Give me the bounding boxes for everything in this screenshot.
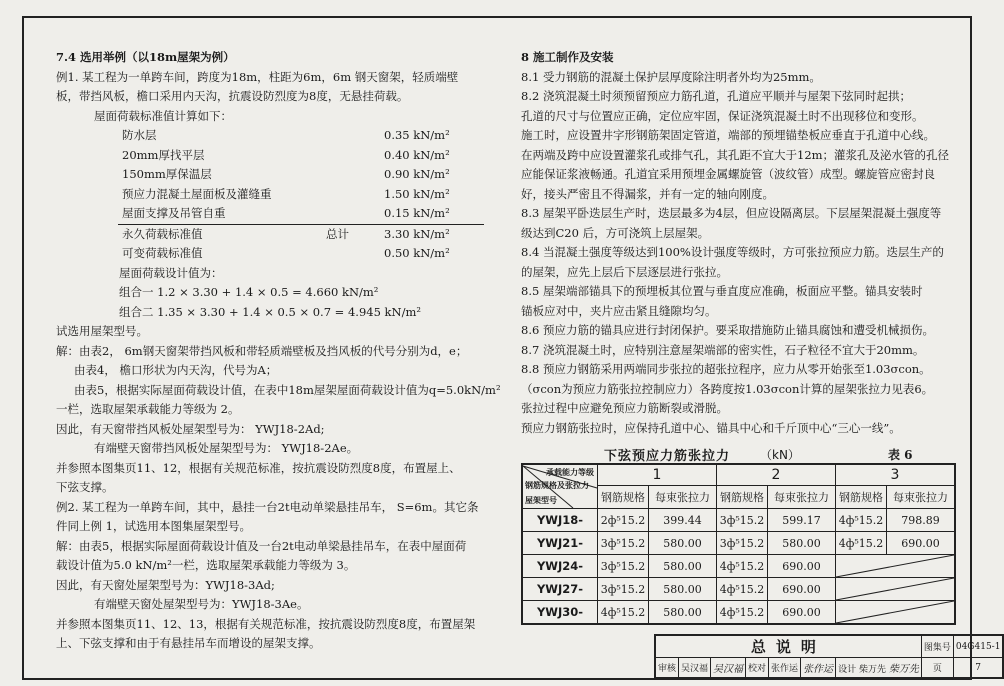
section-heading-8: 8 施工制作及安装 bbox=[521, 50, 614, 64]
spec-cell: 3ф⁵15.2 bbox=[598, 532, 649, 555]
construction-line: 孔道的尺寸与位置应正确，定位应牢固，保证浇筑混凝土时不出现移位和变形。 bbox=[521, 108, 924, 123]
table-row bbox=[522, 555, 955, 578]
solution1-line: 有端壁天窗带挡风板处屋架型号为： YWJ18-2Ae。 bbox=[94, 441, 359, 455]
corner-label-grade: 承载能力等级 bbox=[546, 467, 594, 477]
force-cell: 599.17 bbox=[768, 509, 836, 532]
force-cell: 690.00 bbox=[768, 601, 836, 625]
subheader-spec: 钢筋规格 bbox=[836, 486, 887, 509]
load-row: 150mm厚保温层 0.90 kN/m² bbox=[122, 167, 450, 181]
combination-2: 组合二 1.35 × 3.30 + 1.4 × 0.5 × 0.7 = 4.945 kN/m² bbox=[119, 304, 421, 319]
page-number: 7 bbox=[953, 658, 1003, 679]
spec-cell: 4ф⁵15.2 bbox=[717, 578, 768, 601]
example2-line: 上、下弦支撑和由于有悬挂吊车而增设的屋架支撑。 bbox=[56, 636, 321, 650]
spec-cell: 4ф⁵15.2 bbox=[717, 555, 768, 578]
right-column bbox=[521, 48, 950, 438]
check-label: 校对 bbox=[746, 658, 769, 679]
spec-cell: 4ф⁵15.2 bbox=[836, 532, 887, 555]
table6-unit: （kN） bbox=[760, 448, 800, 462]
load-table bbox=[118, 126, 484, 264]
example2-line: 有端壁天窗处屋架型号为：YWJ18-3Ae。 bbox=[94, 597, 309, 611]
example1-line: 例1. 某工程为一单跨车间，跨度为18m，柱距为6m，6m 钢天窗架，轻质端壁 bbox=[56, 69, 459, 84]
atlas-number: 04G415-1 bbox=[953, 635, 1003, 658]
force-cell: 580.00 bbox=[649, 532, 717, 555]
construction-line: 8.6 预应力筋的锚具应进行封闭保护。要采取措施防止锚具腐蚀和遭受机械损伤。 bbox=[521, 323, 934, 337]
construction-line: 施工时，应设置井字形钢筋架固定管道，端部的预埋锚垫板应垂直于孔道中心线。 bbox=[521, 128, 935, 142]
model-cell: YWJ21- bbox=[522, 532, 598, 555]
construction-line: 好，接头严密且不得漏浆，并有一定的轴向刚度。 bbox=[521, 186, 774, 201]
spec-cell: 3ф⁵15.2 bbox=[598, 555, 649, 578]
example2-line: 件同上例 1，试选用本图集屋架型号。 bbox=[56, 519, 251, 533]
example1-line: 板，带挡风板，檐口采用内天沟，抗震设防烈度为8度，无悬挂荷载。 bbox=[56, 89, 409, 103]
construction-line: 张拉过程中应避免预应力筋断裂或滑脱。 bbox=[521, 401, 728, 415]
construction-line: （σcon为预应力筋张拉控制应力）各跨度按1.03σcon计算的屋架张拉力见表6。 bbox=[521, 381, 934, 396]
construction-line: 8.4 当混凝土强度等级达到100%设计强度等级时，方可张拉预应力筋。迭层生产的 bbox=[521, 245, 944, 259]
construction-line: 8.2 浇筑混凝土时须预留预应力筋孔道，孔道应平顺并与屋架下弦同时起拱； bbox=[521, 89, 911, 103]
spec-cell: 3ф⁵15.2 bbox=[717, 532, 768, 555]
load-row: 防水层 0.35 kN/m² bbox=[122, 128, 450, 142]
empty-cell bbox=[836, 601, 956, 625]
construction-line: 级达到C20 后，方可浇筑上层屋架。 bbox=[521, 225, 710, 240]
force-cell: 399.44 bbox=[649, 509, 717, 532]
load-row: 可变荷载标准值 0.50 kN/m² bbox=[122, 246, 450, 260]
designer-name: 柴万先 bbox=[858, 665, 886, 675]
subheader-force: 每束张拉力 bbox=[649, 486, 717, 509]
grade-header: 1 bbox=[598, 464, 717, 486]
left-column bbox=[56, 48, 501, 654]
load-total-row: 永久荷载标准值 总计 3.30 kN/m² bbox=[122, 226, 450, 241]
model-cell: YWJ18- bbox=[522, 509, 598, 532]
table-row bbox=[522, 532, 955, 555]
title-block bbox=[654, 634, 1004, 679]
try-line: 试选用屋架型号。 bbox=[56, 324, 148, 338]
subheader-force: 每束张拉力 bbox=[768, 486, 836, 509]
construction-line: 8.3 屋架平卧迭层生产时，迭层最多为4层，但应设隔离层。下层屋架混凝土强度等 bbox=[521, 206, 942, 220]
construction-line: 8.7 浇筑混凝土时，应特别注意屋架端部的密实性，石子粒径不宜大于20mm。 bbox=[521, 342, 925, 357]
grade-header: 3 bbox=[836, 464, 956, 486]
table-row bbox=[522, 578, 955, 601]
model-cell: YWJ24- bbox=[522, 555, 598, 578]
atlas-label: 图集号 bbox=[921, 635, 953, 658]
tension-table bbox=[521, 463, 956, 625]
construction-line: 8.5 屋架端部锚具下的预埋板其位置与垂直度应准确，板面应平整。锚具安装时 bbox=[521, 284, 923, 298]
table-row bbox=[522, 509, 955, 532]
force-cell: 580.00 bbox=[768, 532, 836, 555]
solution1-line: 因此，有天窗带挡风板处屋架型号为： YWJ18-2Ad; bbox=[56, 421, 325, 436]
reviewer-name: 吴汉福 bbox=[679, 658, 711, 679]
model-cell: YWJ30- bbox=[522, 601, 598, 625]
designer-signature: 柴万先 bbox=[888, 664, 919, 675]
table6-number: 表 6 bbox=[888, 448, 913, 462]
grade-header: 2 bbox=[717, 464, 836, 486]
sheet-title: 总说明 bbox=[655, 635, 921, 658]
force-cell: 690.00 bbox=[768, 578, 836, 601]
construction-line: 的屋架，应先上层后下层逐层进行张拉。 bbox=[521, 264, 728, 279]
example2-line: 解：由表5，根据实际屋面荷载设计值及一台2t电动单梁悬挂吊车，在表中屋面荷 bbox=[56, 538, 467, 553]
construction-line: 8.1 受力钢筋的混凝土保护层厚度除注明者外均为25mm。 bbox=[521, 69, 821, 84]
corner-label-spec: 钢筋规格及张拉力 bbox=[525, 480, 589, 490]
checker-signature: 张作运 bbox=[801, 658, 836, 679]
force-cell: 690.00 bbox=[768, 555, 836, 578]
construction-line: 预应力钢筋张拉时，应保持孔道中心、锚具中心和千斤顶中心“三心一线”。 bbox=[521, 420, 901, 435]
table6-title: 下弦预应力筋张拉力 bbox=[604, 449, 731, 464]
example2-line: 并参照本图集页11、12、13，根据有关规范标准，按抗震设防烈度8度，布置屋架 bbox=[56, 616, 476, 631]
design-label: 设计 bbox=[838, 665, 857, 675]
solution1-line: 下弦支撑。 bbox=[56, 480, 114, 494]
solution1-line: 由表4， 檐口形状为内天沟，代号为A； bbox=[74, 363, 278, 377]
section-heading-7-4: 7.4 选用举例（以18m屋架为例） bbox=[56, 50, 235, 64]
solution1-line: 由表5，根据实际屋面荷载设计值，在表中18m屋架屋面荷载设计值为q=5.0kN/m² bbox=[74, 382, 501, 397]
example2-line: 载设计值为5.0 kN/m²一栏，选取屋架承载能力等级为 3。 bbox=[56, 558, 356, 572]
load-intro: 屋面荷载标准值计算如下： bbox=[94, 108, 232, 123]
solution1-line: 并参照本图集页11、12，根据有关规范标准，按抗震设防烈度8度，布置屋上、 bbox=[56, 460, 461, 475]
construction-line: 锚板应对中，夹片应击紧且缝隙均匀。 bbox=[521, 303, 717, 318]
force-cell: 580.00 bbox=[649, 578, 717, 601]
review-label: 审核 bbox=[655, 658, 679, 679]
table-row bbox=[522, 601, 955, 625]
spec-cell: 3ф⁵15.2 bbox=[717, 509, 768, 532]
force-cell: 580.00 bbox=[649, 555, 717, 578]
force-cell: 580.00 bbox=[649, 601, 717, 625]
spec-cell: 4ф⁵15.2 bbox=[717, 601, 768, 625]
construction-line: 8.8 预应力钢筋采用两端同步张拉的超张拉程序，应力从零开始张至1.03σcon。 bbox=[521, 362, 931, 376]
spec-cell: 2ф⁵15.2 bbox=[598, 509, 649, 532]
construction-line: 在两端及跨中应设置灌浆孔或排气孔，其孔距不宜大于12m；灌浆孔及泌水管的孔径 bbox=[521, 147, 950, 162]
design-group bbox=[836, 658, 922, 679]
checker-name: 张作运 bbox=[769, 658, 801, 679]
load-row: 预应力混凝土屋面板及灌缝重 1.50 kN/m² bbox=[122, 186, 450, 201]
load-row: 屋面支撑及吊管自重 0.15 kN/m² bbox=[118, 204, 484, 224]
force-cell: 690.00 bbox=[887, 532, 956, 555]
page-label: 页 bbox=[921, 658, 953, 679]
model-cell: YWJ27- bbox=[522, 578, 598, 601]
table-corner-cell bbox=[522, 464, 598, 509]
spec-cell: 4ф⁵15.2 bbox=[598, 601, 649, 625]
example2-line: 例2. 某工程为一单跨车间，其中，悬挂一台2t电动单梁悬挂吊车， S=6m。其它条 bbox=[56, 499, 479, 514]
construction-line: 应能保证浆液畅通。孔道宜采用预埋金属螺旋管（波纹管）成型。螺旋管应密封良 bbox=[521, 167, 935, 181]
combination-1: 组合一 1.2 × 3.30 + 1.4 × 0.5 = 4.660 kN/m² bbox=[119, 285, 379, 299]
reviewer-signature: 吴汉福 bbox=[711, 658, 746, 679]
corner-label-model: 屋架型号 bbox=[525, 495, 557, 505]
spec-cell: 4ф⁵15.2 bbox=[836, 509, 887, 532]
empty-cell bbox=[836, 555, 956, 578]
example2-line: 因此，有天窗处屋架型号为：YWJ18-3Ad; bbox=[56, 577, 275, 592]
subheader-spec: 钢筋规格 bbox=[598, 486, 649, 509]
subheader-force: 每束张拉力 bbox=[887, 486, 956, 509]
empty-cell bbox=[836, 578, 956, 601]
solution1-line: 一栏，选取屋架承载能力等级为 2。 bbox=[56, 402, 240, 416]
force-cell: 798.89 bbox=[887, 509, 956, 532]
load-row: 20mm厚找平层 0.40 kN/m² bbox=[122, 147, 450, 162]
subheader-spec: 钢筋规格 bbox=[717, 486, 768, 509]
solution1-line: 解：由表2， 6m钢天窗架带挡风板和带轻质端壁板及挡风板的代号分别为d，e； bbox=[56, 343, 468, 358]
design-intro: 屋面荷载设计值为： bbox=[119, 265, 223, 280]
spec-cell: 3ф⁵15.2 bbox=[598, 578, 649, 601]
